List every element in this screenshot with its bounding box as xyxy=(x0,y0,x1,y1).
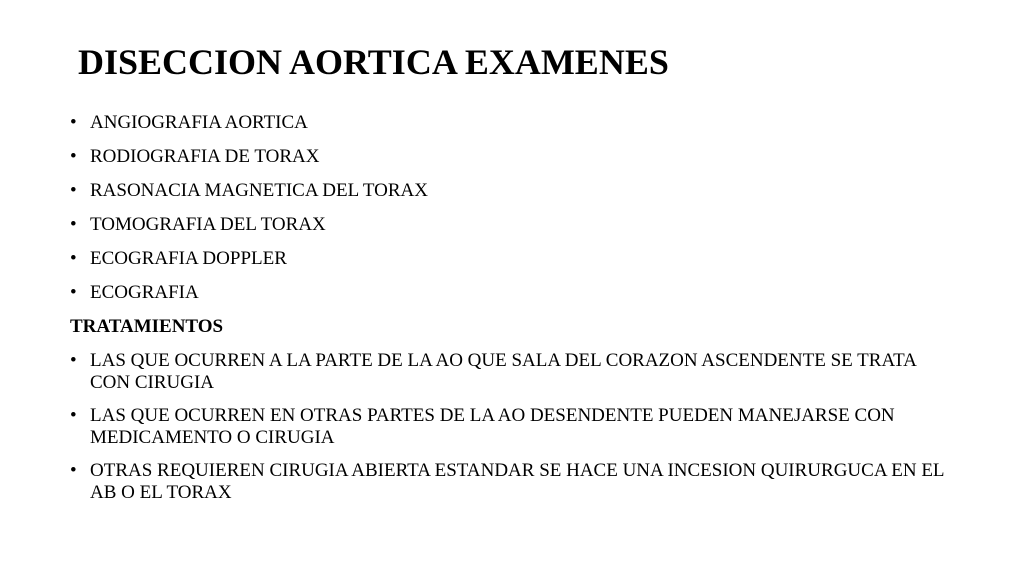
slide-content xyxy=(70,112,950,515)
list-item xyxy=(70,350,950,394)
exam-label: RODIOGRAFIA DE TORAX xyxy=(90,146,320,167)
list-item xyxy=(70,248,950,270)
exam-label: RASONACIA MAGNETICA DEL TORAX xyxy=(90,180,428,201)
list-item xyxy=(70,282,950,304)
bullet-icon: • xyxy=(70,248,77,269)
exam-label: ECOGRAFIA xyxy=(90,282,199,303)
list-item xyxy=(70,112,950,134)
list-item xyxy=(70,146,950,168)
bullet-icon: • xyxy=(70,146,77,167)
list-item xyxy=(70,214,950,236)
list-item xyxy=(70,460,950,504)
list-item xyxy=(70,405,950,449)
bullet-icon: • xyxy=(70,282,77,303)
treatment-text: LAS QUE OCURREN A LA PARTE DE LA AO QUE SALA DEL CORAZON ASCENDENTE SE TRATA CON CIRUGIA xyxy=(90,350,916,393)
bullet-icon: • xyxy=(70,460,77,481)
list-item xyxy=(70,180,950,202)
slide-title: DISECCION AORTICA EXAMENES xyxy=(78,42,669,82)
treatment-heading: TRATAMIENTOS xyxy=(70,316,224,337)
bullet-icon: • xyxy=(70,350,77,371)
exams-list xyxy=(70,112,950,304)
exam-label: TOMOGRAFIA DEL TORAX xyxy=(90,214,326,235)
bullet-icon: • xyxy=(70,112,77,133)
exam-label: ECOGRAFIA DOPPLER xyxy=(90,248,287,269)
bullet-icon: • xyxy=(70,405,77,426)
treatment-text: OTRAS REQUIEREN CIRUGIA ABIERTA ESTANDAR SE HACE UNA INCESION QUIRURGUCA EN EL AB O EL TORAX xyxy=(90,460,944,503)
bullet-icon: • xyxy=(70,214,77,235)
exam-label: ANGIOGRAFIA AORTICA xyxy=(90,112,308,133)
bullet-icon: • xyxy=(70,180,77,201)
treatment-text: LAS QUE OCURREN EN OTRAS PARTES DE LA AO DESENDENTE PUEDEN MANEJARSE CON MEDICAMENTO O CIRUGIA xyxy=(90,405,895,448)
treatments-list xyxy=(70,350,950,504)
